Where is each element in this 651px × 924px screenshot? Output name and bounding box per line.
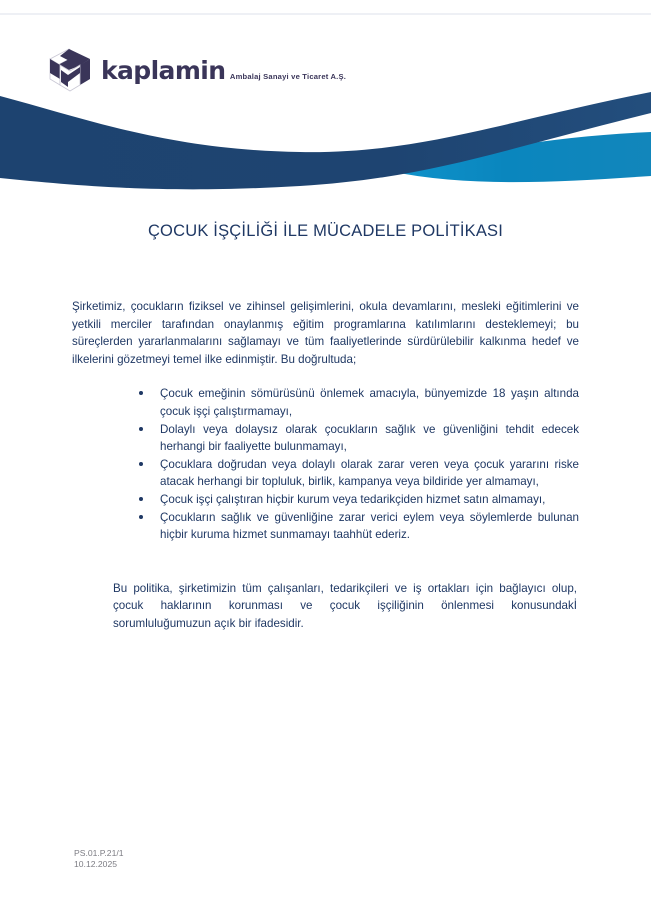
logo-wordmark: kaplamin (101, 55, 226, 85)
bullet-icon (139, 515, 143, 519)
list-item (138, 421, 579, 456)
list-item (138, 509, 579, 544)
list-item-text: Çocuklara doğrudan veya dolaylı olarak zarar veren veya çocuk yararını riske atacak herhangi bir topluluk, birlik, kampanya veya bildiride yer almamayı, (160, 457, 579, 489)
commitments-list (72, 385, 579, 543)
intro-paragraph: Şirketimiz, çocukların fiziksel ve zihinsel gelişimlerini, okula devamlarını, mesleki eğitimlerini ve yetkili merciler tarafından onaylanmış eğitim programlarına katılımlarını desteklemeyi; bu süreçlerden yararlanmalarını sağlamayı ve tüm faaliyetlerinde sürdürülebilir kalkınma hedef ve ilkelerini gözetmeyi temel ilke edinmiştir. Bu doğrultuda; (72, 300, 579, 366)
document-code: PS.01.P.21/1 (74, 848, 124, 858)
page-title: ÇOCUK İŞÇİLİĞİ İLE MÜCADELE POLİTİKASI (147, 222, 504, 240)
list-item (138, 385, 579, 420)
revision-date: 10.12.2025 (74, 859, 118, 869)
document-body (72, 298, 579, 633)
bullet-icon (139, 391, 143, 395)
closing-paragraph: Bu politika, şirketimizin tüm çalışanları, tedarikçileri ve iş ortakları için bağlayıcı olup, çocuk haklarının korunması ve çocuk işçiliğinin önlenmesi konusundakİ sorumluluğumuzun açık bir ifadesidir. (113, 581, 577, 630)
header-wave-banner (0, 0, 651, 200)
open-box-icon (47, 46, 93, 92)
logo-text-block (101, 56, 346, 83)
company-logo (47, 46, 346, 92)
bullet-icon (139, 462, 143, 466)
list-item-text: Çocukların sağlık ve güvenliğine zarar verici eylem veya söylemlerde bulunan hiçbir kuruma hizmet sunmamayı taahhüt ederiz. (160, 510, 579, 542)
bullet-icon (139, 427, 143, 431)
list-item-text: Dolaylı veya dolaysız olarak çocukların sağlık ve güvenliğini tehdit edecek herhangi bir faaliyette bulunmamayı, (160, 422, 579, 454)
list-item-text: Çocuk işçi çalıştıran hiçbir kurum veya tedarikçiden hizmet satın almamayı, (160, 492, 546, 506)
logo-tagline: Ambalaj Sanayi ve Ticaret A.Ş. (229, 71, 347, 81)
list-item (138, 456, 579, 491)
list-item-text: Çocuk emeğinin sömürüsünü önlemek amacıyla, bünyemizde 18 yaşın altında çocuk işçi çalıştırmamayı, (160, 387, 579, 418)
bullet-icon (139, 497, 143, 501)
list-item (138, 491, 579, 509)
footer (74, 848, 124, 870)
